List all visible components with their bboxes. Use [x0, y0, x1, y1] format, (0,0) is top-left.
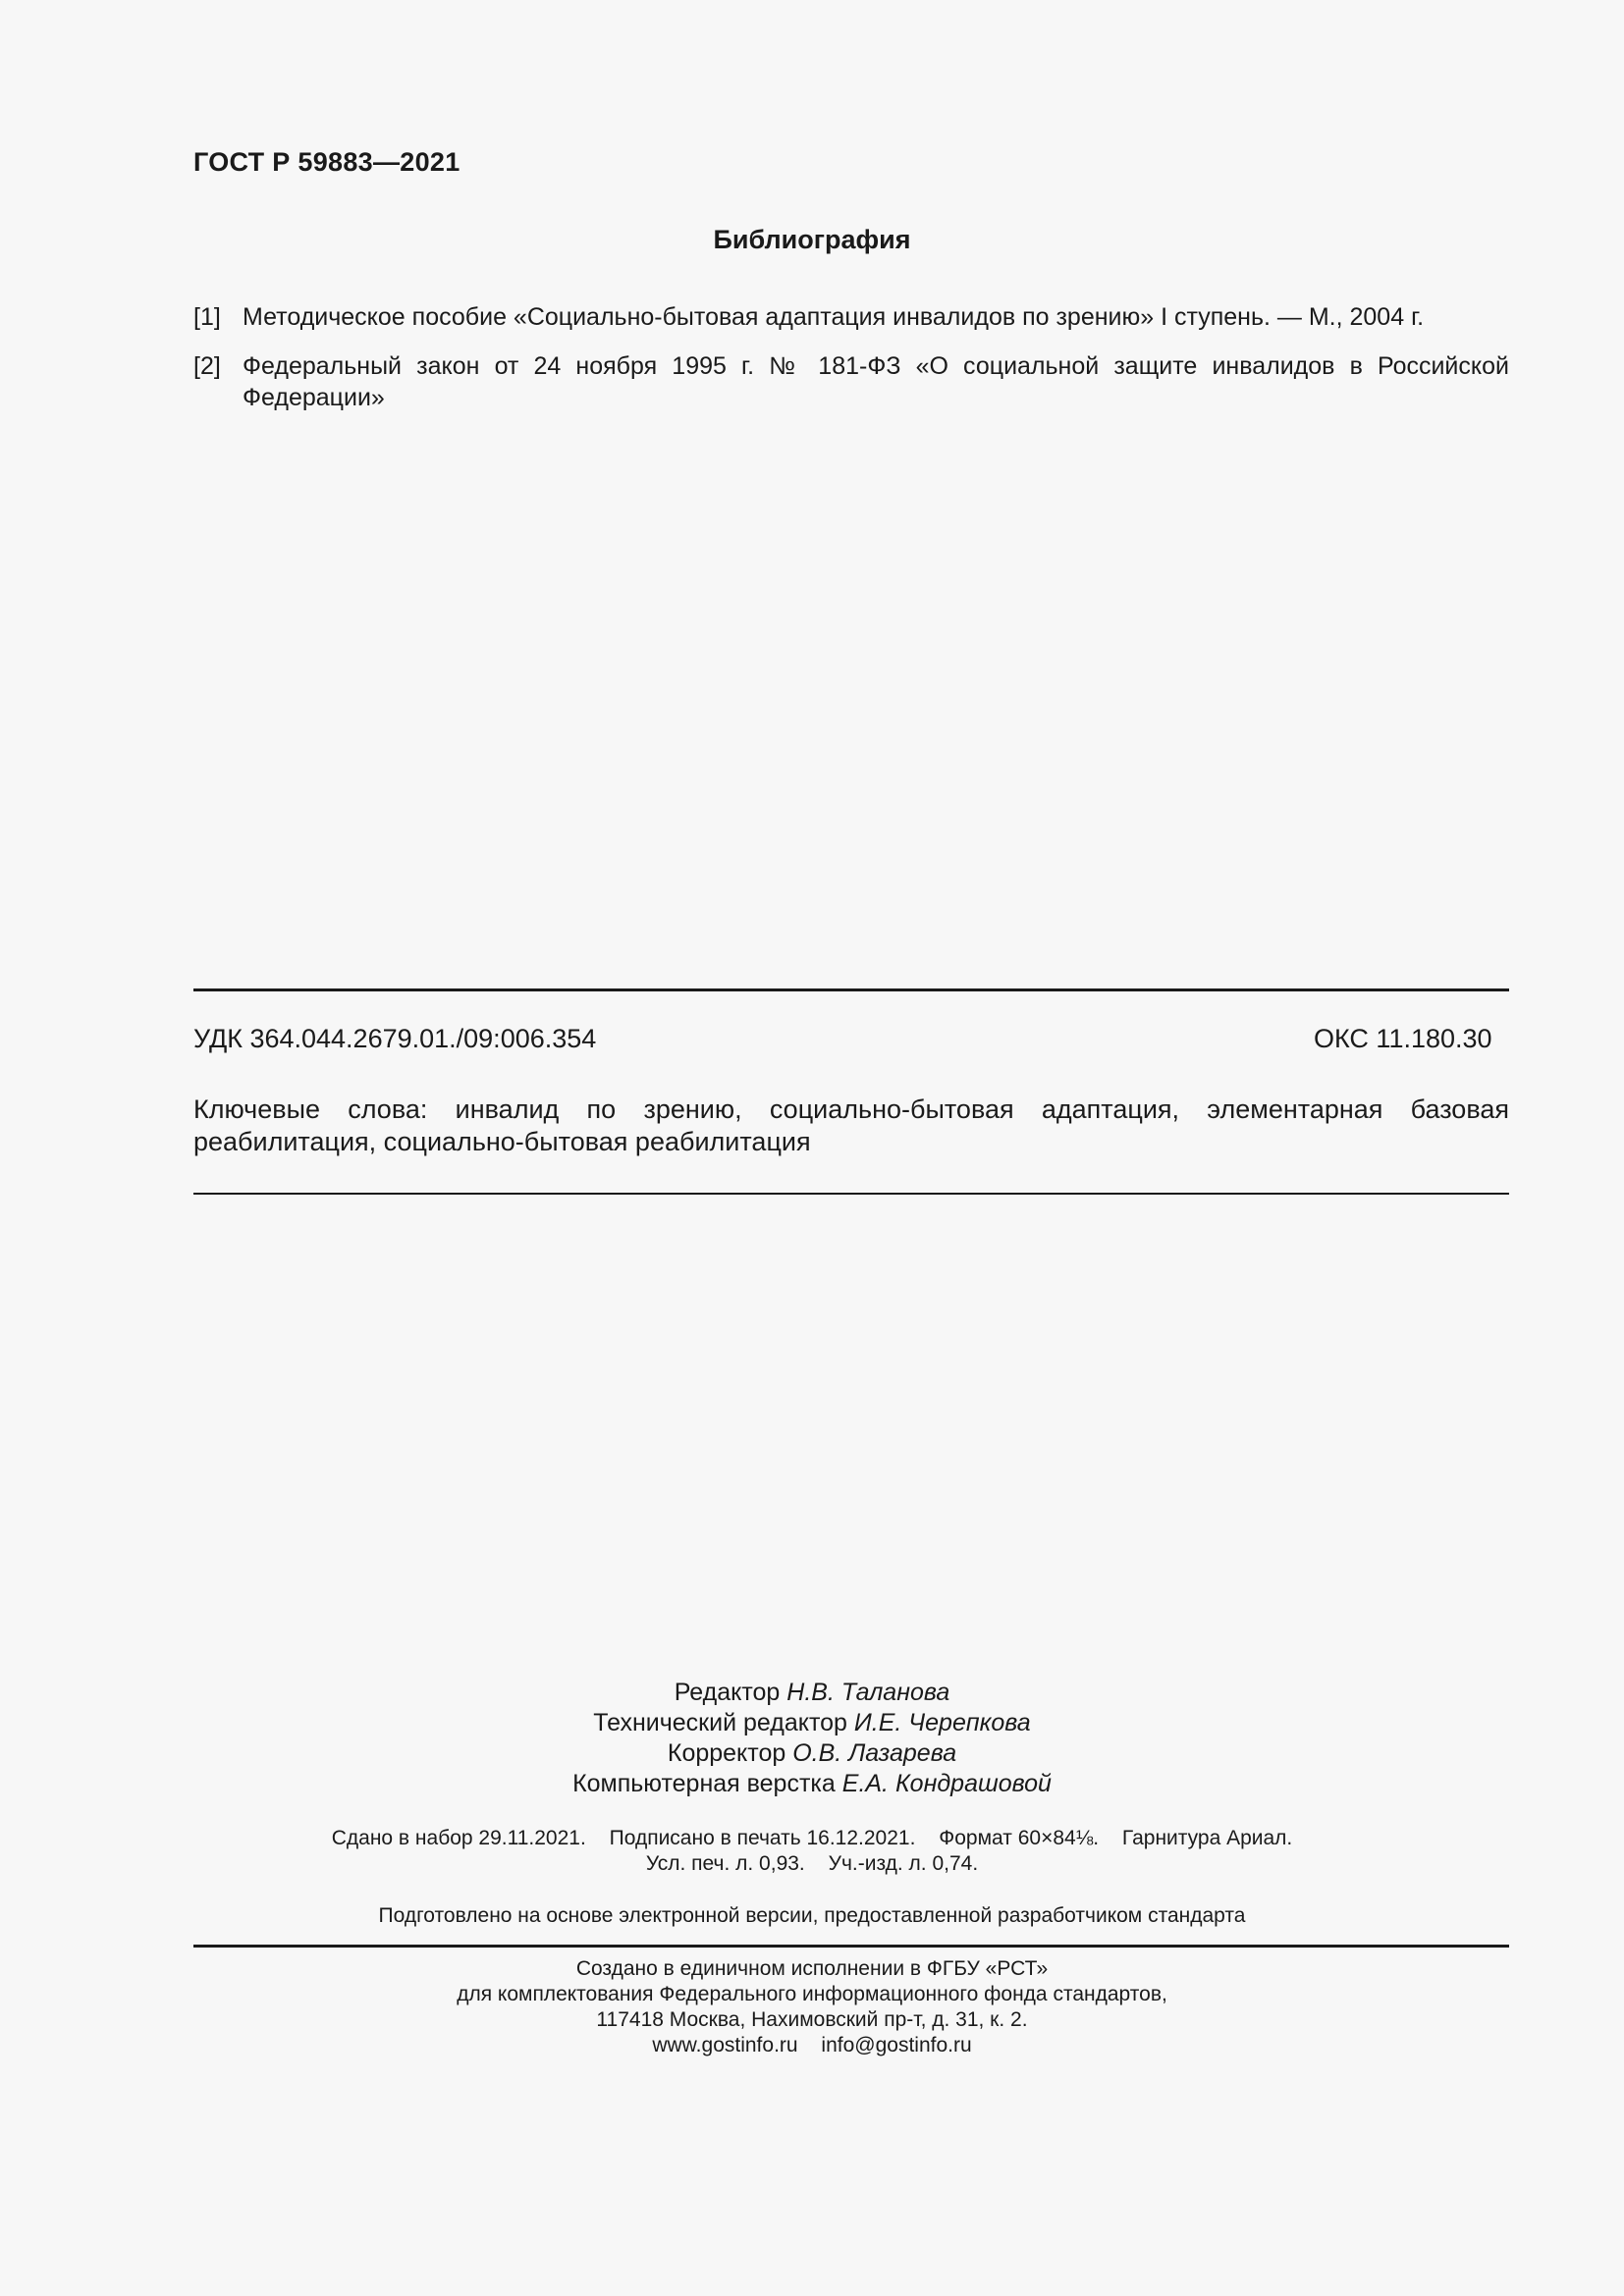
credit-line [0, 1708, 1624, 1738]
oks-code: ОКС 11.180.30 [1314, 1024, 1492, 1053]
typeface: Гарнитура Ариал. [1121, 1827, 1293, 1849]
credit-role: Технический редактор [593, 1709, 847, 1736]
paper-format: Формат 60×84⅛. [939, 1827, 1100, 1849]
footer-line: для комплектования Федерального информационного фонда стандартов, [457, 1983, 1167, 2005]
signed-date: Подписано в печать 16.12.2021. [609, 1827, 916, 1849]
credit-role: Компьютерная верстка [572, 1770, 836, 1797]
footer-contacts [0, 2033, 1624, 2058]
publisher-sheets: Уч.-изд. л. 0,74. [828, 1852, 979, 1875]
prepared-note: Подготовлено на основе электронной версии, предоставленной разработчиком стандарта [378, 1904, 1246, 1927]
bibliography-item [193, 350, 1509, 413]
print-sheets: Усл. печ. л. 0,93. [645, 1852, 805, 1875]
credit-line [0, 1738, 1624, 1769]
email-link[interactable]: info@gostinfo.ru [821, 2034, 972, 2056]
credit-line [0, 1769, 1624, 1799]
website-link[interactable]: www.gostinfo.ru [652, 2034, 798, 2056]
divider-keywords [193, 1193, 1509, 1195]
footer-line: 117418 Москва, Нахимовский пр-т, д. 31, к. 2. [596, 2008, 1028, 2031]
bibliography-item-text: Федеральный закон от 24 ноября 1995 г. № 181-ФЗ «О социальной защите инвалидов в Российской Федерации» [243, 352, 1509, 411]
credit-role: Корректор [667, 1739, 786, 1767]
divider-top [193, 988, 1509, 991]
bibliography-item [193, 301, 1509, 333]
keywords: Ключевые слова: инвалид по зрению, социально-бытовая адаптация, элементарная базовая реабилитация, социально-бытовая реабилитация [193, 1095, 1509, 1156]
publication-line [0, 1851, 1624, 1877]
footer-line: Создано в единичном исполнении в ФГБУ «РСТ» [575, 1957, 1049, 1980]
typeset-date: Сдано в набор 29.11.2021. [331, 1827, 586, 1849]
bibliography-item-number: [2] [193, 352, 221, 380]
footer-block [0, 1956, 1624, 2058]
publication-line [0, 1826, 1624, 1851]
credit-name: Н.В. Таланова [786, 1679, 950, 1706]
credit-name: Е.А. Кондрашовой [841, 1770, 1052, 1797]
publication-details [0, 1826, 1624, 1877]
credit-name: О.В. Лазарева [792, 1739, 957, 1767]
bibliography-item-text: Методическое пособие «Социально-бытовая адаптация инвалидов по зрению» I ступень. — М., 2004 г. [243, 303, 1425, 331]
bibliography-item-number: [1] [193, 303, 221, 331]
udk-code: УДК 364.044.2679.01./09:006.354 [193, 1024, 597, 1053]
credit-role: Редактор [674, 1679, 781, 1706]
credits-block [0, 1678, 1624, 1799]
document-code: ГОСТ Р 59883—2021 [193, 147, 460, 177]
bibliography-title: Библиография [713, 225, 911, 254]
credit-line [0, 1678, 1624, 1708]
credit-name: И.Е. Черепкова [853, 1709, 1031, 1736]
divider-footer [193, 1945, 1509, 1948]
